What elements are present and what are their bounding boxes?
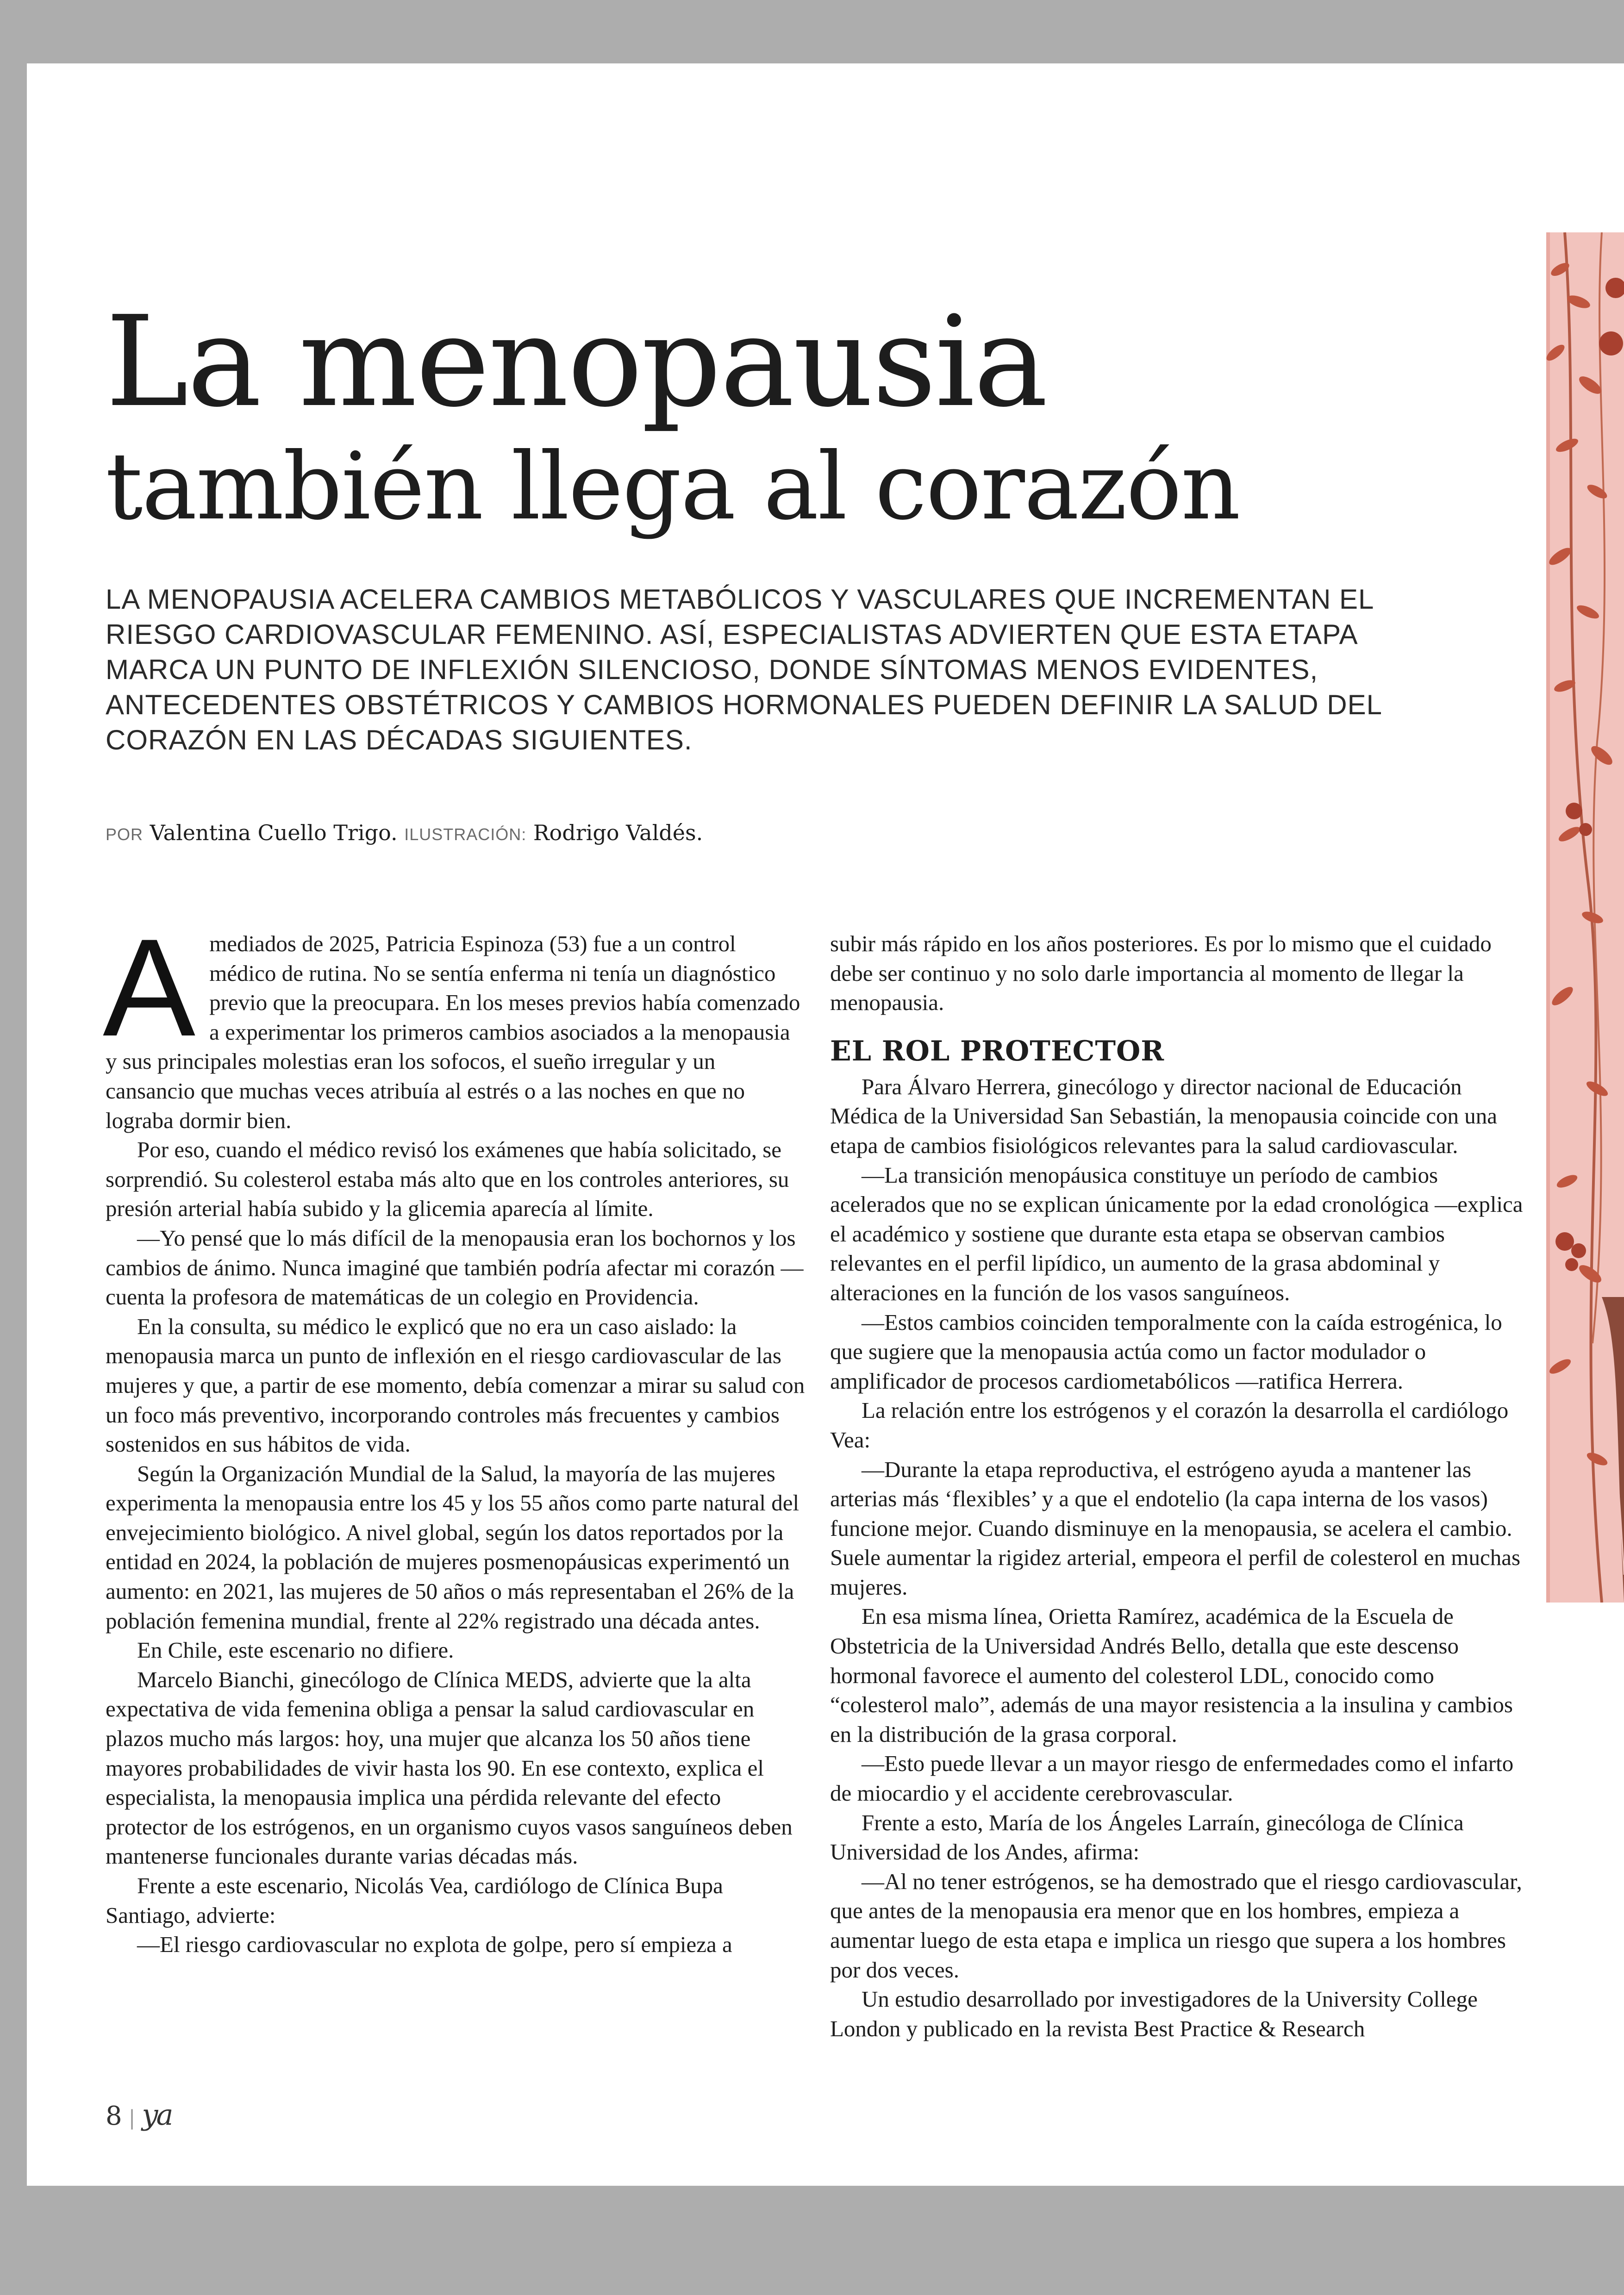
- article-title-line-1: La menopausia: [106, 289, 1047, 435]
- body-paragraph: Por eso, cuando el médico revisó los exámenes que había solicitado, se sorprendió. Su colesterol estaba más alto que en los controles anteriores, su presión arterial había subido y la glicemia aparecía al límite.: [106, 1137, 789, 1222]
- body-paragraph: —El riesgo cardiovascular no explota de golpe, pero sí empieza a: [137, 1932, 732, 1958]
- byline: [106, 820, 703, 845]
- article-title-line-2: también llega al corazón: [106, 433, 1240, 541]
- body-paragraph: —Yo pensé que lo más difícil de la menopausia eran los bochornos y los cambios de ánimo. Nunca imaginé que también podría afectar mi corazón —cuenta la profesora de matemáticas de un colegio en Providencia.: [106, 1225, 804, 1310]
- body-paragraph-text: mediados de 2025, Patricia Espinoza (53) fue a un control médico de rutina. No se sentía enferma ni tenía un diagnóstico previo que la preocupara. En los meses previos había comenzado a experimentar los primeros cambios asociados a la menopausia y sus principales molestias eran los sofocos, el sueño irregular y un cansancio que muchas veces atribuía al estrés o a las noches en que no lograba dormir bien.: [106, 931, 800, 1133]
- body-paragraph: Según la Organización Mundial de la Salud, la mayoría de las mujeres experimenta la menopausia entre los 45 y los 55 años como parte natural del envejecimiento biológico. A nivel global, según los datos reportados por la entidad en 2024, la población de mujeres posmenopáusicas experimentó un aumento: en 2021, las mujeres de 50 años o más representaban el 26% de la población femenina mundial, frente al 22% registrado una década antes.: [106, 1460, 800, 1634]
- body-paragraph: En Chile, este escenario no difiere.: [137, 1637, 454, 1663]
- body-paragraph: [103, 910, 806, 1135]
- body-paragraph-continuation: subir más rápido en los años posteriores. Es por lo mismo que el cuidado debe ser continuo y no solo darle importancia al momento de llegar la menopausia.: [830, 931, 1492, 1016]
- body-column-right: [830, 929, 1530, 2043]
- body-paragraph: Marcelo Bianchi, ginecólogo de Clínica MEDS, advierte que la alta expectativa de vida femenina obliga a pensar la salud cardiovascular en plazos mucho más largos: hoy, una mujer que alcanza los 50 años tiene mayores probabilidades de vivir hasta los 90. En ese contexto, explica el especialista, la menopausia implica una pérdida relevante del efecto protector de los estrógenos, en un organismo cuyos vasos sanguíneos deben mantenerse funcionales durante varias décadas más.: [106, 1666, 793, 1869]
- body-paragraph: La relación entre los estrógenos y el corazón la desarrolla el cardiólogo Vea:: [830, 1397, 1509, 1453]
- byline-illustration-label: ILUSTRACIÓN:: [404, 825, 527, 844]
- article-deck: LA MENOPAUSIA ACELERA CAMBIOS METABÓLICOS Y VASCULARES QUE INCREMENTAN EL RIESGO CARDIOVASCULAR FEMENINO. ASÍ, ESPECIALISTAS ADVIERTEN QUE ESTA ETAPA MARCA UN PUNTO DE INFLEXIÓN SILENCIOSO, DONDE SÍNTOMAS MENOS EVIDENTES, ANTECEDENTES OBSTÉTRICOS Y CAMBIOS HORMONALES PUEDEN DEFINIR LA SALUD DEL CORAZÓN EN LAS DÉCADAS SIGUIENTES.: [106, 584, 1381, 755]
- section-subhead: EL ROL PROTECTOR: [830, 1035, 1165, 1067]
- body-paragraph: En la consulta, su médico le explicó que no era un caso aislado: la menopausia marca un punto de inflexión en el riesgo cardiovascular de las mujeres y que, a partir de ese momento, debía comenzar a mirar su salud con un foco más preventivo, incorporando controles más frecuentes y cambios sostenidos en sus hábitos de vida.: [106, 1313, 805, 1457]
- drop-cap: A: [103, 910, 196, 1065]
- body-paragraph: En esa misma línea, Orietta Ramírez, académica de la Escuela de Obstetricia de la Universidad Andrés Bello, detalla que este descenso hormonal favorece el aumento del colesterol LDL, conocido como “colesterol malo”, además de una mayor resistencia a la insulina y cambios en la distribución de la grasa corporal.: [830, 1603, 1513, 1747]
- body-paragraph: Un estudio desarrollado por investigadores de la University College London y publicado en la revista Best Practice & Research: [830, 1986, 1478, 2041]
- illustration-art: [1546, 232, 1624, 1603]
- body-paragraph: Frente a esto, María de los Ángeles Larraín, ginecóloga de Clínica Universidad de los Andes, afirma:: [830, 1809, 1464, 1865]
- byline-by-label: POR: [106, 825, 144, 844]
- body-paragraph: —Esto puede llevar a un mayor riesgo de enfermedades como el infarto de miocardio y el accidente cerebrovascular.: [830, 1751, 1514, 1806]
- byline-author: Valentina Cuello Trigo.: [150, 820, 398, 845]
- body-column-left: [103, 910, 806, 1959]
- page-number: 8: [106, 2101, 122, 2131]
- botanical-illustration: [1546, 232, 1624, 1603]
- body-paragraph: —Durante la etapa reproductiva, el estrógeno ayuda a mantener las arterias más ‘flexibles’ y a que el endotelio (la capa interna de los vasos) funcione mejor. Cuando disminuye en la menopausia, se acelera el cambio. Suele aumentar la rigidez arterial, empeora el perfil de colesterol en muchas mujeres.: [830, 1456, 1521, 1600]
- body-paragraph: —Estos cambios coinciden temporalmente con la caída estrogénica, lo que sugiere que la menopausia actúa como un factor modulador o amplificador de procesos cardiometabólicos —ratifica Herrera.: [830, 1309, 1502, 1394]
- page-folio: [106, 2098, 171, 2132]
- byline-illustrator: Rodrigo Valdés.: [533, 820, 703, 845]
- folio-separator: |: [128, 2106, 136, 2130]
- magazine-logo: ya: [142, 2098, 172, 2132]
- body-paragraph: —La transición menopáusica constituye un período de cambios acelerados que no se explican únicamente por la edad cronológica —explica el académico y sostiene que durante esta etapa se observan cambios relevantes en el perfil lipídico, un aumento de la grasa abdominal y alteraciones en la función de los vasos sanguíneos.: [830, 1162, 1523, 1305]
- body-paragraph: Para Álvaro Herrera, ginecólogo y director nacional de Educación Médica de la Universidad San Sebastián, la menopausia coincide con una etapa de cambios fisiológicos relevantes para la salud cardiovascular.: [830, 1073, 1497, 1158]
- body-paragraph: Frente a este escenario, Nicolás Vea, cardiólogo de Clínica Bupa Santiago, advierte:: [106, 1873, 723, 1928]
- body-paragraph: —Al no tener estrógenos, se ha demostrado que el riesgo cardiovascular, que antes de la menopausia era menor que en los hombres, empieza a aumentar luego de esta etapa e implica un riesgo que supera a los hombres por dos veces.: [830, 1868, 1522, 1983]
- magazine-page: [27, 63, 1624, 2186]
